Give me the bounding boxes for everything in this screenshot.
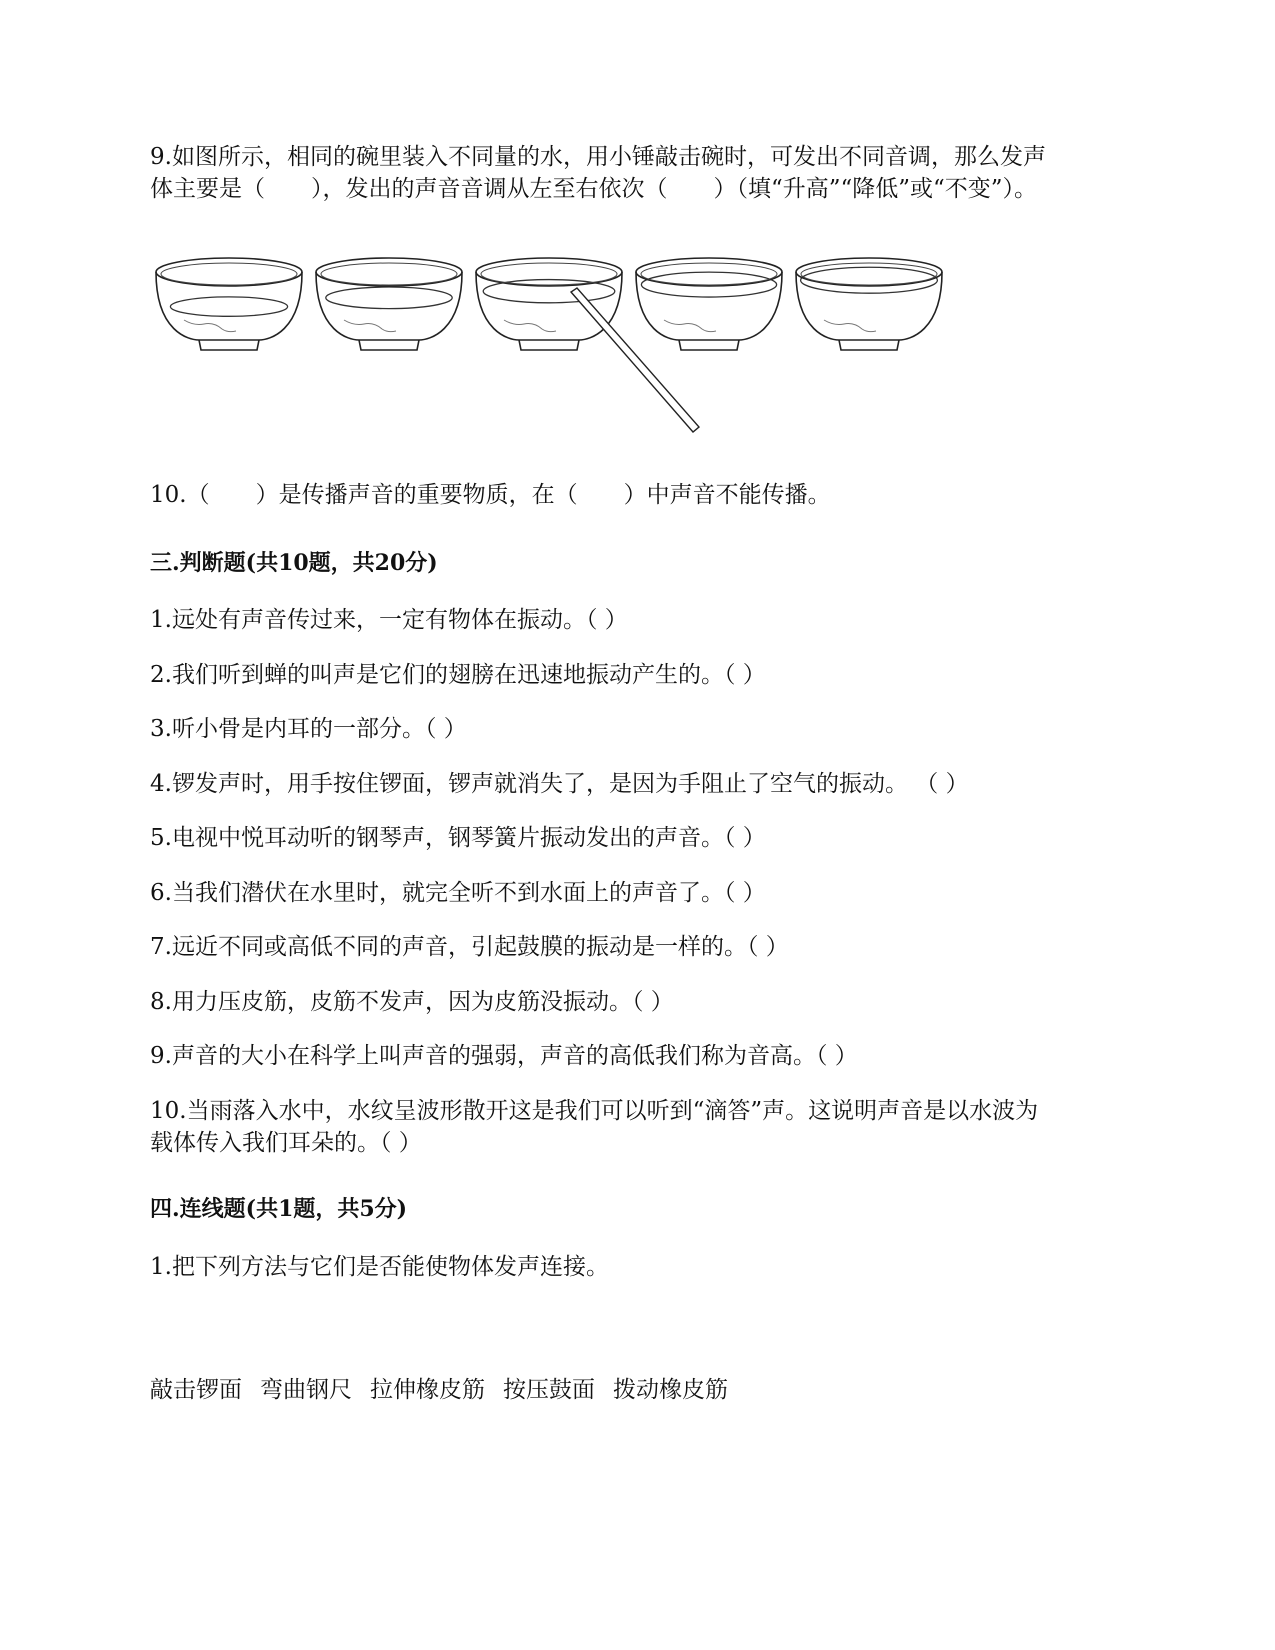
bowls-figure: [150, 240, 1010, 450]
match-option: 敲击锣面: [150, 1377, 242, 1403]
section-4-heading: 四.连线题(共1题，共5分): [150, 1196, 408, 1222]
bowl-foot: [679, 340, 739, 350]
bowl-foot: [359, 340, 419, 350]
question-9-line-2: 体主要是（ ），发出的声音音调从左至右依次（ ）（填“升高”“降低”或“不变”）。: [150, 176, 1038, 202]
bowl-icon: [476, 258, 622, 350]
judge-item-2: 2.我们听到蝉的叫声是它们的翅膀在迅速地振动产生的。（ ）: [150, 662, 766, 688]
question-9-line-1: 9.如图所示，相同的碗里装入不同量的水，用小锤敲击碗时，可发出不同音调，那么发声: [150, 144, 1046, 170]
bowl-icon: [636, 258, 782, 350]
bowl-foot: [519, 340, 579, 350]
match-options: [150, 1373, 746, 1407]
match-option: 按压鼓面: [503, 1377, 595, 1403]
judge-item-3: 3.听小骨是内耳的一部分。（ ）: [150, 716, 467, 742]
bowl-foot: [199, 340, 259, 350]
match-question-1: 1.把下列方法与它们是否能使物体发声连接。: [150, 1254, 609, 1280]
judge-item-7: 7.远近不同或高低不同的声音，引起鼓膜的振动是一样的。（ ）: [150, 934, 789, 960]
match-option: 弯曲钢尺: [260, 1377, 352, 1403]
judge-item-10-line-2: 载体传入我们耳朵的。（ ）: [150, 1130, 422, 1156]
judge-item-1: 1.远处有声音传过来，一定有物体在振动。（ ）: [150, 607, 628, 633]
judge-item-4: 4.锣发声时，用手按住锣面，锣声就消失了，是因为手阻止了空气的振动。 （ ）: [150, 771, 969, 797]
judge-item-10-line-1: 10.当雨落入水中，水纹呈波形散开这是我们可以听到“滴答”声。这说明声音是以水波为: [150, 1098, 1039, 1124]
bowls-with-water-and-stick-icon: [156, 258, 942, 432]
match-option: 拉伸橡皮筋: [370, 1377, 485, 1403]
judge-item-8: 8.用力压皮筋，皮筋不发声，因为皮筋没振动。（ ）: [150, 989, 674, 1015]
section-3-heading: 三.判断题(共10题，共20分): [150, 550, 438, 576]
judge-item-6: 6.当我们潜伏在水里时，就完全听不到水面上的声音了。（ ）: [150, 880, 766, 906]
question-10: 10.（ ）是传播声音的重要物质，在（ ）中声音不能传播。: [150, 482, 831, 508]
match-option: 拨动橡皮筋: [613, 1377, 728, 1403]
bowl-foot: [839, 340, 899, 350]
judge-item-5: 5.电视中悦耳动听的钢琴声，钢琴簧片振动发出的声音。（ ）: [150, 825, 766, 851]
bowl-icon: [316, 258, 462, 350]
bowl-icon: [796, 258, 942, 350]
bowl-icon: [156, 258, 302, 350]
judge-item-9: 9.声音的大小在科学上叫声音的强弱，声音的高低我们称为音高。（ ）: [150, 1043, 858, 1069]
